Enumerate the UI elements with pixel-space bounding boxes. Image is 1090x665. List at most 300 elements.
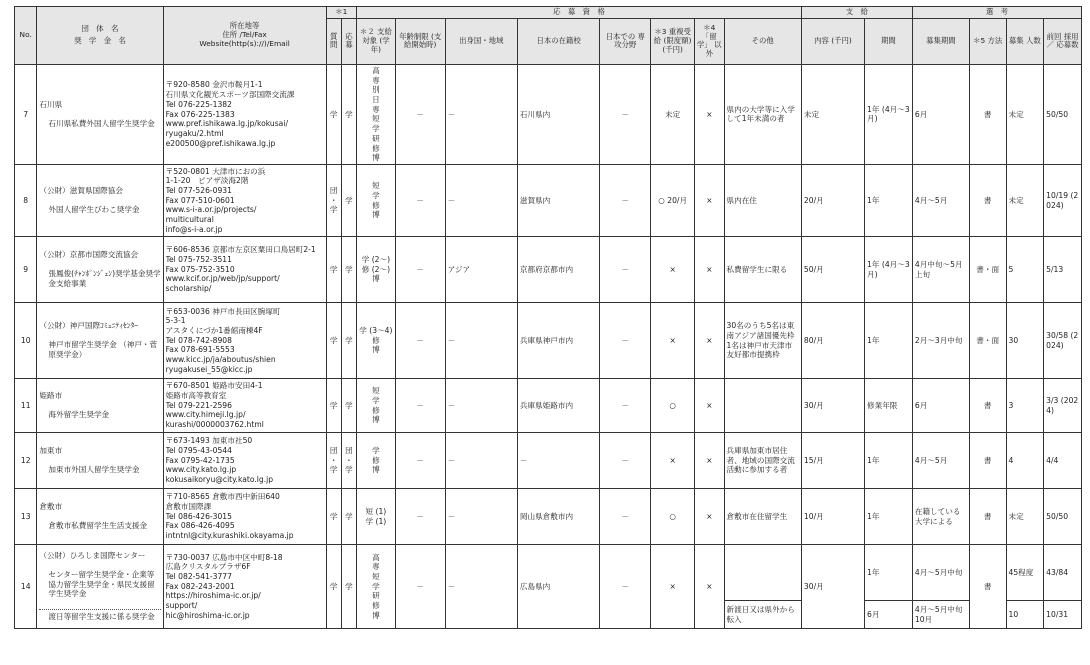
header-method: ＊5 方法	[969, 18, 1006, 64]
row-number	[15, 545, 37, 629]
row-number-text: 8	[23, 195, 29, 205]
amount-cell	[801, 489, 864, 545]
address-cell	[163, 64, 326, 164]
row-number-text: 14	[20, 581, 31, 591]
major-text: －	[621, 455, 630, 465]
period-text: 1年 (4月～3月)	[867, 259, 910, 279]
header-address-line2: 住所 /Tel/Fax	[222, 30, 267, 39]
other-cell	[724, 545, 801, 601]
address-line: Tel 076-225-1382	[165, 99, 232, 109]
question-cell	[326, 379, 341, 433]
non-ryugaku-cell	[695, 237, 725, 303]
target-item: 研	[372, 591, 380, 601]
address-cell	[163, 303, 326, 379]
amount-cell	[801, 165, 864, 237]
address-line: e200500@pref.ishikawa.lg.jp	[165, 138, 276, 148]
method-text: 書・面	[976, 335, 1000, 345]
recruit-period-text: 在籍している大学による	[914, 506, 961, 526]
apply-char: 学	[345, 581, 353, 591]
target-item: 学	[372, 445, 380, 455]
question-char: 学	[329, 465, 338, 475]
address-line: www.kcif.or.jp/web/jp/support/	[165, 274, 280, 284]
major-text: －	[621, 335, 630, 345]
recruit-period-cell-2	[912, 601, 969, 629]
address-line: 姫路市高等教育室	[165, 390, 227, 400]
recruit-count-text: 3	[1008, 400, 1014, 410]
major-text: －	[621, 264, 630, 274]
non-ryugaku-text: ×	[706, 335, 713, 345]
duplicate-text: ○	[669, 511, 676, 521]
row-number-text: 10	[20, 335, 31, 345]
target-item: 博	[372, 153, 380, 163]
previous-text: 50/50	[1046, 109, 1069, 119]
org-name: （公財）京都市国際交流協会	[39, 250, 139, 260]
origin-cell	[445, 379, 517, 433]
address-line: Fax 086-426-4095	[165, 521, 235, 531]
school-cell	[517, 303, 599, 379]
recruit-count-cell	[1006, 303, 1044, 379]
header-address	[163, 7, 326, 65]
address-line: kurashi/0000003762.html	[165, 420, 264, 430]
other-cell	[724, 303, 801, 379]
recruit-count-cell-2	[1006, 601, 1044, 629]
address-line: info@s-i-a.or.jp	[165, 224, 223, 234]
target-item: 学 (3～4)	[359, 325, 393, 335]
non-ryugaku-text: ×	[706, 264, 713, 274]
other-cell	[724, 237, 801, 303]
age-limit-cell	[395, 64, 445, 164]
major-text: －	[621, 109, 630, 119]
amount-text: 30/月	[803, 400, 824, 410]
major-text: －	[621, 581, 630, 591]
address-line: ryugakusei_55@kicc.jp	[165, 364, 253, 374]
org-cell	[37, 433, 163, 489]
origin-cell	[445, 489, 517, 545]
header-star1: ＊1	[326, 7, 357, 19]
recruit-period-text: 4月～5月中旬	[914, 567, 963, 577]
address-line: www.city.himeji.lg.jp/	[165, 410, 246, 420]
scholarship-name: 外国人留学生びわこ奨学金	[48, 205, 140, 215]
address-line: Tel 086-426-3015	[165, 511, 232, 521]
method-cell	[969, 64, 1006, 164]
scholarship-name: 神戸市留学生奨学金 （神戸・菅原奨学金）	[48, 340, 158, 359]
origin-cell	[445, 433, 517, 489]
target-item: 修	[372, 143, 380, 153]
method-cell	[969, 545, 1006, 629]
previous-cell	[1044, 433, 1082, 489]
target-cell	[357, 433, 396, 489]
table-row	[15, 165, 1082, 237]
other-cell-2	[724, 601, 801, 629]
apply-char: ・	[345, 455, 353, 465]
duplicate-text: ×	[669, 455, 676, 465]
target-item: 博	[372, 345, 380, 355]
age-limit-text: －	[416, 455, 424, 465]
header-org	[37, 7, 163, 65]
major-cell	[600, 64, 651, 164]
question-char: 学	[329, 511, 338, 521]
other-text: 県内の大学等に入学して1年未満の者	[726, 104, 795, 124]
question-char: 学	[329, 581, 338, 591]
duplicate-cell	[651, 489, 695, 545]
other-text: 県内在住	[726, 195, 757, 205]
question-char: 団	[329, 445, 338, 455]
method-cell	[969, 489, 1006, 545]
school-text: 滋賀県内	[519, 195, 551, 205]
amount-text: 50/月	[803, 264, 824, 274]
age-limit-cell	[395, 433, 445, 489]
non-ryugaku-text: ×	[706, 195, 713, 205]
target-item: 学 (1)	[365, 516, 387, 526]
method-text: 書	[983, 109, 992, 119]
recruit-count-cell	[1006, 489, 1044, 545]
origin-cell	[445, 545, 517, 629]
target-item: 専	[372, 104, 380, 114]
org-name: 倉敷市	[39, 502, 63, 512]
header-amount: 内容 (千円)	[801, 18, 864, 64]
target-cell	[357, 489, 396, 545]
amount-text: 30/月	[803, 581, 824, 591]
address-line: multicultural	[165, 215, 214, 225]
recruit-count-cell	[1006, 379, 1044, 433]
school-text: 兵庫県神戸市内	[519, 335, 574, 345]
school-text: 石川県内	[519, 109, 551, 119]
question-char: 団	[329, 185, 338, 195]
origin-cell	[445, 303, 517, 379]
period-text: 1年	[867, 195, 880, 205]
other-cell	[724, 489, 801, 545]
recruit-count-text: 未定	[1008, 511, 1024, 521]
apply-char: 学	[345, 511, 353, 521]
previous-text: 3/3 (2024)	[1046, 395, 1079, 415]
previous-cell	[1044, 64, 1082, 164]
scholarship-name: 張鳳俊(ﾁｬﾝﾎﾟﾝｼﾞｭﾝ)奨学基金奨学金支給事業	[48, 269, 161, 288]
school-cell	[517, 379, 599, 433]
address-line: Fax 078-691-5553	[165, 345, 235, 355]
period-cell	[865, 165, 913, 237]
other-text: 倉敷市在住留学生	[726, 511, 788, 521]
origin-text: －	[447, 109, 456, 119]
target-item: 学 (2～)	[361, 254, 391, 264]
duplicate-cell	[651, 64, 695, 164]
target-item: 修 (2～)	[361, 264, 391, 274]
address-line: 石川県文化観光スポーツ部国際交流課	[165, 90, 295, 100]
org-name: （公財）神戸国際ｺﾐｭﾆﾃｨｾﾝﾀｰ	[39, 321, 139, 331]
age-limit-text: －	[416, 109, 424, 119]
question-char: ・	[329, 455, 338, 465]
header-non-ryugaku: ＊4 「留学」 以外	[695, 18, 725, 64]
address-line: hic@hiroshima-ic.or.jp	[165, 610, 250, 620]
question-char: 学	[329, 264, 338, 274]
school-text: 広島県内	[519, 581, 551, 591]
header-major: 日本での 専攻分野	[600, 18, 651, 64]
org-cell	[37, 489, 163, 545]
school-cell	[517, 165, 599, 237]
non-ryugaku-cell	[695, 64, 725, 164]
method-text: 書	[983, 195, 992, 205]
target-item: 修	[372, 335, 380, 345]
org-name: 加東市	[39, 446, 63, 456]
scholarship-name: 石川県私費外国人留学生奨学金	[48, 118, 155, 128]
target-item: 日	[372, 95, 380, 105]
address-line: Fax 0795-42-1735	[165, 455, 235, 465]
target-item: 学	[372, 124, 380, 134]
target-item: 学	[372, 190, 380, 200]
scholarship-name: 加東市外国人留学生奨学金	[48, 465, 140, 475]
non-ryugaku-cell	[695, 433, 725, 489]
address-line: Tel 077-526-0931	[165, 185, 232, 195]
target-item: 短	[372, 181, 380, 191]
period-cell	[865, 237, 913, 303]
address-line: Fax 077-510-0601	[165, 195, 235, 205]
row-number	[15, 165, 37, 237]
target-cell	[357, 64, 396, 164]
non-ryugaku-text: ×	[706, 581, 713, 591]
other-cell	[724, 379, 801, 433]
apply-char: 学	[345, 465, 353, 475]
question-char: 学	[329, 400, 338, 410]
recruit-count-cell	[1006, 64, 1044, 164]
org-name: 姫路市	[39, 391, 63, 401]
recruit-period-text: 4月中旬～5月上旬	[914, 259, 963, 279]
previous-cell-2	[1044, 601, 1082, 629]
previous-text: 50/50	[1046, 511, 1069, 521]
address-line: 〒673-1493 加東市社50	[165, 436, 253, 446]
recruit-period-text: 6月	[914, 400, 928, 410]
age-limit-text: －	[416, 264, 424, 274]
org-cell	[37, 303, 163, 379]
recruit-count-text: 30	[1008, 335, 1019, 345]
recruit-count-text: 45程度	[1008, 567, 1034, 577]
non-ryugaku-cell	[695, 379, 725, 433]
header-duplicate: ＊3 重複受給 (限度額) (千円)	[651, 18, 695, 64]
duplicate-cell	[651, 545, 695, 629]
major-cell	[600, 545, 651, 629]
address-cell	[163, 433, 326, 489]
non-ryugaku-cell	[695, 303, 725, 379]
recruit-count-text-2: 10	[1008, 609, 1019, 619]
major-text: －	[621, 400, 630, 410]
target-item: 博	[372, 210, 380, 220]
address-line: https://hiroshima-ic.or.jp/	[165, 591, 261, 601]
other-text: 兵庫県加東市居住者、地域の国際交流活動に参加する者	[726, 445, 795, 475]
address-line: 倉敷市国際課	[165, 501, 212, 511]
target-item: 学	[372, 581, 380, 591]
age-limit-cell	[395, 165, 445, 237]
previous-text: 30/58 (2024)	[1046, 330, 1079, 350]
apply-char: 学	[345, 109, 353, 119]
target-cell	[357, 303, 396, 379]
target-item: 別	[372, 85, 380, 95]
apply-cell	[341, 433, 356, 489]
target-item: 短 (1)	[365, 506, 387, 516]
table-row	[15, 379, 1082, 433]
non-ryugaku-text: ×	[706, 109, 713, 119]
age-limit-text: －	[416, 335, 424, 345]
address-cell	[163, 379, 326, 433]
recruit-period-text: 4月～5月	[914, 455, 948, 465]
address-cell	[163, 237, 326, 303]
address-line: Fax 076-225-1383	[165, 109, 235, 119]
header-org-line2: 奨 学 金 名	[74, 36, 126, 46]
other-cell	[724, 165, 801, 237]
question-char: 学	[329, 335, 338, 345]
apply-char: 学	[345, 335, 353, 345]
age-limit-cell	[395, 237, 445, 303]
scholarship-name: 倉敷市私費留学生生活支援金	[48, 521, 148, 531]
apply-char: 学	[345, 400, 353, 410]
other-cell	[724, 433, 801, 489]
origin-text: －	[447, 511, 456, 521]
previous-cell	[1044, 489, 1082, 545]
school-text: 岡山県倉敷市内	[519, 511, 574, 521]
other-cell	[724, 64, 801, 164]
question-cell	[326, 64, 341, 164]
row-number-text: 13	[20, 511, 31, 521]
major-text: －	[621, 195, 630, 205]
period-cell	[865, 545, 913, 601]
target-cell	[357, 237, 396, 303]
origin-text: －	[447, 335, 456, 345]
target-item: 短	[372, 114, 380, 124]
period-text: 1年	[867, 511, 880, 521]
recruit-count-text: 未定	[1008, 195, 1024, 205]
age-limit-cell	[395, 379, 445, 433]
method-text: 書	[983, 455, 992, 465]
origin-text: アジア	[447, 264, 471, 274]
major-text: －	[621, 511, 630, 521]
org-cell	[37, 237, 163, 303]
row-number-text: 9	[23, 264, 29, 274]
address-line: Tel 075-752-3511	[165, 254, 232, 264]
apply-cell	[341, 64, 356, 164]
address-line: www.pref.ishikawa.lg.jp/kokusai/	[165, 119, 288, 129]
method-text: 書	[983, 400, 992, 410]
amount-text: 未定	[803, 109, 820, 119]
amount-cell	[801, 379, 864, 433]
school-cell	[517, 545, 599, 629]
target-item: 博	[372, 274, 380, 284]
target-cell	[357, 379, 396, 433]
table-header	[15, 7, 1082, 65]
table-row	[15, 433, 1082, 489]
question-cell	[326, 545, 341, 629]
address-line: Tel 082-541-3777	[165, 571, 232, 581]
age-limit-text: －	[416, 581, 424, 591]
previous-text: 4/4	[1046, 455, 1059, 465]
target-item: 修	[372, 455, 380, 465]
period-text: 1年	[867, 455, 880, 465]
address-cell	[163, 489, 326, 545]
recruit-count-text: 5	[1008, 264, 1014, 274]
period-cell	[865, 379, 913, 433]
previous-text: 43/84	[1046, 567, 1069, 577]
address-line: Fax 082-243-2001	[165, 581, 235, 591]
method-cell	[969, 165, 1006, 237]
org-cell	[37, 64, 163, 164]
question-cell	[326, 165, 341, 237]
previous-cell	[1044, 545, 1082, 601]
target-item: 修	[372, 405, 380, 415]
question-char: 学	[329, 109, 338, 119]
org-cell	[37, 379, 163, 433]
address-line: kokusaikoryu@city.kato.lg.jp	[165, 475, 274, 485]
row-number	[15, 64, 37, 164]
age-limit-cell	[395, 303, 445, 379]
amount-cell	[801, 64, 864, 164]
period-cell	[865, 433, 913, 489]
duplicate-text: ×	[669, 335, 676, 345]
header-recruit-count: 募集 人数	[1006, 18, 1044, 64]
other-text: 私費留学生に限る	[726, 264, 788, 274]
period-text: 1年	[867, 335, 880, 345]
other-text-2: 新渡日又は県外から転入	[726, 604, 795, 624]
target-item: 専	[372, 75, 380, 85]
period-text: 1年	[867, 567, 880, 577]
school-text: 兵庫県姫路市内	[519, 400, 574, 410]
origin-cell	[445, 237, 517, 303]
duplicate-cell	[651, 433, 695, 489]
target-item: 博	[372, 610, 380, 620]
amount-text: 15/月	[803, 455, 824, 465]
header-org-line1: 団 体 名	[81, 23, 119, 33]
recruit-period-cell	[912, 303, 969, 379]
target-item: 高	[372, 65, 380, 75]
address-line: support/	[165, 601, 198, 611]
target-item: 短	[372, 571, 380, 581]
major-cell	[600, 237, 651, 303]
question-cell	[326, 303, 341, 379]
org-cell	[37, 545, 163, 629]
target-item: 博	[372, 465, 380, 475]
previous-cell	[1044, 237, 1082, 303]
period-cell	[865, 303, 913, 379]
target-item: 短	[372, 386, 380, 396]
school-cell	[517, 64, 599, 164]
address-line: 〒606-8536 京都市左京区粟田口鳥居町2-1	[165, 245, 316, 255]
age-limit-text: －	[416, 511, 424, 521]
question-cell	[326, 433, 341, 489]
duplicate-text: ○	[669, 400, 676, 410]
address-line: Tel 0795-43-0544	[165, 445, 232, 455]
target-cell	[357, 165, 396, 237]
non-ryugaku-cell	[695, 489, 725, 545]
question-cell	[326, 489, 341, 545]
recruit-period-cell	[912, 237, 969, 303]
age-limit-text: －	[416, 195, 424, 205]
scholarship-table-container	[14, 6, 1082, 629]
non-ryugaku-text: ×	[706, 455, 713, 465]
apply-char: 学	[345, 195, 353, 205]
school-text: 京都府京都市内	[519, 264, 574, 274]
target-item: 学	[372, 395, 380, 405]
recruit-period-cell	[912, 433, 969, 489]
scholarship-table	[14, 6, 1082, 629]
origin-text: －	[447, 195, 456, 205]
amount-cell	[801, 237, 864, 303]
header-recruit-period: 募集期間	[912, 18, 969, 64]
address-line: scholarship/	[165, 284, 212, 294]
address-line: ryugaku/2.html	[165, 129, 224, 139]
table-row	[15, 489, 1082, 545]
question-char: 学	[329, 205, 338, 215]
row-number-text: 7	[23, 109, 29, 119]
major-cell	[600, 433, 651, 489]
school-cell	[517, 489, 599, 545]
period-text: 修業年限	[867, 400, 898, 410]
recruit-period-cell	[912, 165, 969, 237]
non-ryugaku-text: ×	[706, 511, 713, 521]
